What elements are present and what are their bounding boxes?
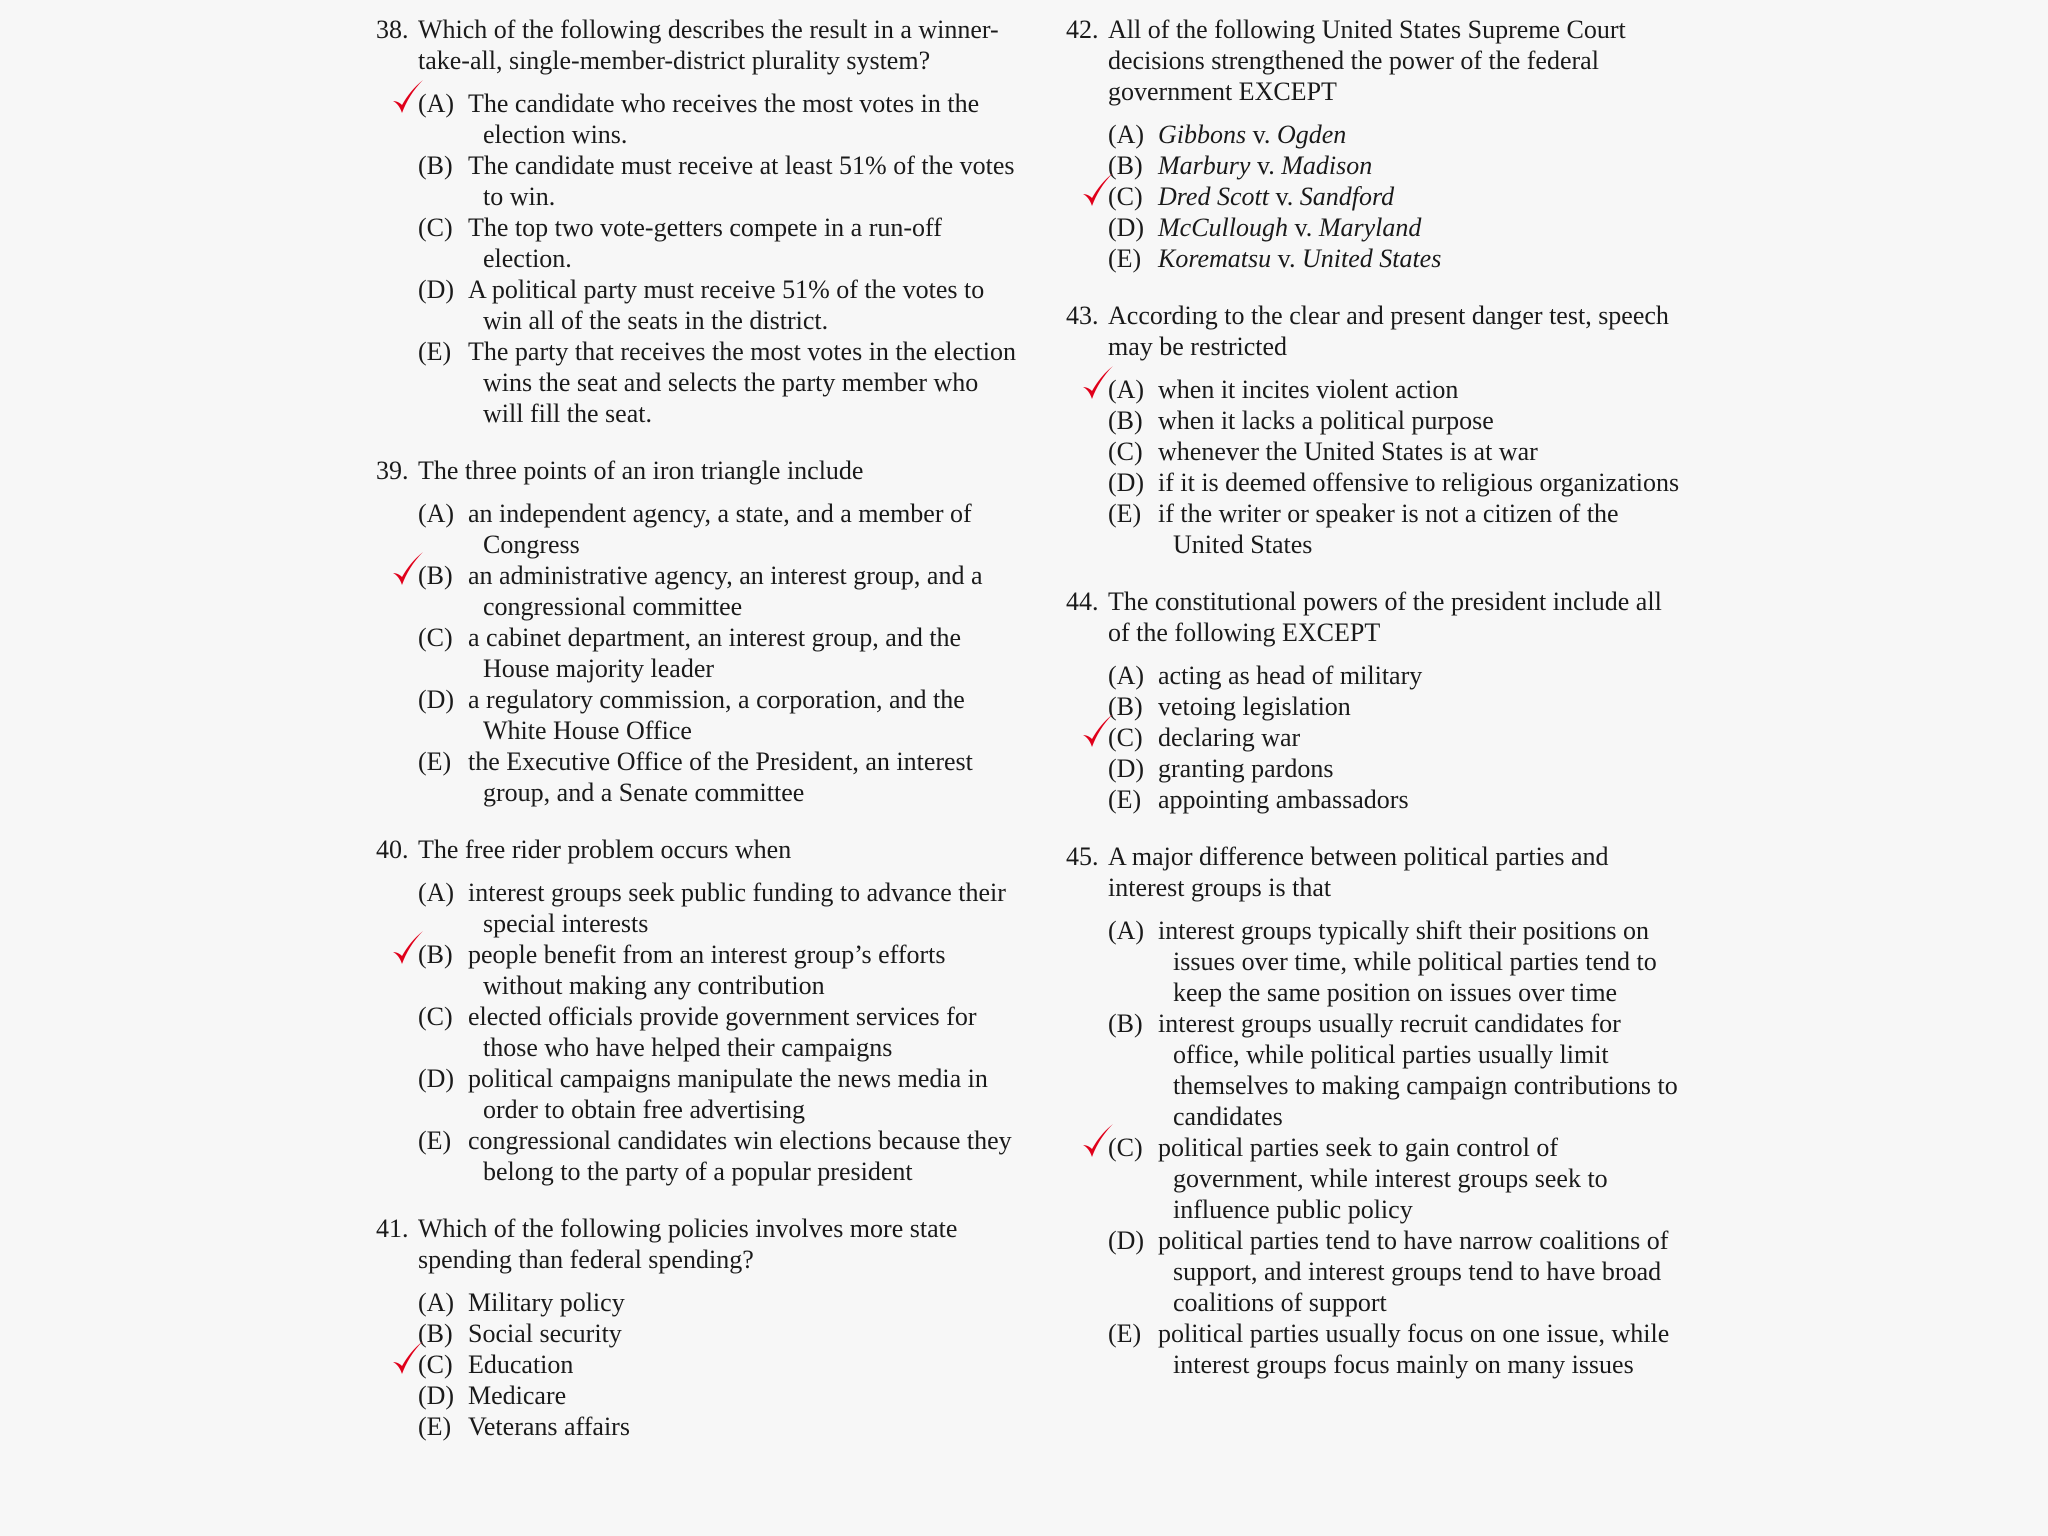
question-39	[376, 455, 1016, 808]
choice-text: vetoing legislation	[1158, 692, 1351, 721]
question-text: The free rider problem occurs when	[418, 835, 792, 864]
choice-text	[1158, 150, 1686, 181]
choice-45-e[interactable]	[1108, 1318, 1686, 1380]
choice-text: people benefit from an interest group’s efforts without making any contribution	[468, 940, 946, 1000]
choice-text: Veterans affairs	[468, 1412, 630, 1441]
choice-41-d[interactable]	[418, 1380, 1016, 1411]
question-stem	[376, 1213, 1016, 1275]
choice-text: declaring war	[1158, 723, 1301, 752]
choice-text	[1158, 181, 1686, 212]
answer-choices	[418, 1287, 1016, 1442]
check-mark-icon	[1080, 1122, 1116, 1162]
choice-letter: (E)	[418, 747, 452, 776]
choice-letter: (D)	[1108, 754, 1145, 783]
choice-text: political parties tend to have narrow coalitions of support, and interest groups tend to have broad coalitions of support	[1158, 1226, 1669, 1317]
case-party-1: Gibbons	[1158, 120, 1247, 149]
question-stem	[376, 455, 1016, 486]
choice-45-d[interactable]	[1108, 1225, 1686, 1318]
choice-text: political campaigns manipulate the news media in order to obtain free advertising	[468, 1064, 988, 1124]
choice-43-c[interactable]	[1108, 436, 1686, 467]
choice-41-b[interactable]	[418, 1318, 1016, 1349]
choice-letter: (B)	[1108, 151, 1143, 180]
choice-letter: (A)	[1108, 661, 1145, 690]
choice-text: if the writer or speaker is not a citizen of the United States	[1158, 499, 1619, 559]
choice-text: A political party must receive 51% of the votes to win all of the seats in the district.	[468, 275, 985, 335]
choice-text: an administrative agency, an interest group, and a congressional committee	[468, 561, 983, 621]
check-mark-icon	[1080, 171, 1116, 211]
choice-letter: (C)	[1108, 182, 1143, 211]
case-party-2: Sandford	[1299, 182, 1395, 211]
choice-letter: (A)	[418, 499, 455, 528]
question-number: 40.	[376, 835, 409, 864]
choice-text: interest groups usually recruit candidates for office, while political parties usually limit themselves to making campaign contributions to candidates	[1158, 1009, 1678, 1131]
choice-letter: (C)	[418, 1002, 453, 1031]
choice-letter: (B)	[418, 151, 453, 180]
answer-choices	[1108, 915, 1686, 1380]
choice-38-c[interactable]	[418, 212, 1016, 274]
choice-letter: (C)	[1108, 723, 1143, 752]
choice-39-d[interactable]	[418, 684, 1016, 746]
choice-44-a[interactable]	[1108, 660, 1686, 691]
check-mark-icon	[390, 550, 426, 590]
case-party-1: Korematsu	[1158, 244, 1272, 273]
question-text: Which of the following policies involves more state spending than federal spending?	[418, 1214, 958, 1274]
choice-letter: (B)	[1108, 1009, 1143, 1038]
question-43	[1066, 300, 1686, 560]
question-number: 39.	[376, 456, 409, 485]
choice-letter: (B)	[418, 561, 453, 590]
choice-text: political parties usually focus on one issue, while interest groups focus mainly on many issues	[1158, 1319, 1670, 1379]
right-column	[1066, 14, 1686, 1406]
choice-text: Medicare	[468, 1381, 567, 1410]
choice-text: congressional candidates win elections because they belong to the party of a popular president	[468, 1126, 1012, 1186]
choice-text: political parties seek to gain control of government, while interest groups seek to influence public policy	[1158, 1133, 1608, 1224]
case-party-2: Maryland	[1318, 213, 1422, 242]
choice-text: The party that receives the most votes in the election wins the seat and selects the party member who will fill the seat.	[468, 337, 1016, 428]
choice-letter: (C)	[418, 1350, 453, 1379]
choice-letter: (A)	[1108, 375, 1145, 404]
choice-44-c[interactable]	[1108, 722, 1686, 753]
choice-text: appointing ambassadors	[1158, 785, 1409, 814]
choice-letter: (A)	[1108, 120, 1145, 149]
choice-43-b[interactable]	[1108, 405, 1686, 436]
choice-40-c[interactable]	[418, 1001, 1016, 1063]
question-stem	[1066, 586, 1686, 648]
choice-40-b[interactable]	[418, 939, 1016, 1001]
choice-letter: (D)	[418, 685, 455, 714]
choice-text: elected officials provide government services for those who have helped their campaigns	[468, 1002, 977, 1062]
choice-44-e[interactable]	[1108, 784, 1686, 815]
question-45	[1066, 841, 1686, 1380]
choice-41-a[interactable]	[418, 1287, 1016, 1318]
answer-choices	[418, 498, 1016, 808]
choice-letter: (B)	[418, 940, 453, 969]
question-41	[376, 1213, 1016, 1442]
choice-text: a cabinet department, an interest group, and the House majority leader	[468, 623, 962, 683]
case-party-1: Marbury	[1158, 151, 1251, 180]
case-versus: v.	[1256, 151, 1275, 180]
case-versus: v.	[1277, 244, 1296, 273]
choice-40-d[interactable]	[418, 1063, 1016, 1125]
choice-39-e[interactable]	[418, 746, 1016, 808]
choice-text: interest groups seek public funding to advance their special interests	[468, 878, 1006, 938]
choice-text: if it is deemed offensive to religious organizations	[1158, 468, 1680, 497]
choice-text: when it lacks a political purpose	[1158, 406, 1494, 435]
choice-44-d[interactable]	[1108, 753, 1686, 784]
case-versus: v.	[1294, 213, 1313, 242]
case-party-1: Dred Scott	[1158, 182, 1269, 211]
question-44	[1066, 586, 1686, 815]
choice-text: Military policy	[468, 1288, 625, 1317]
choice-42-e[interactable]	[1108, 243, 1686, 274]
choice-43-e[interactable]	[1108, 498, 1686, 560]
answer-choices	[1108, 660, 1686, 815]
choice-letter: (C)	[1108, 437, 1143, 466]
choice-letter: (A)	[418, 89, 455, 118]
choice-letter: (D)	[1108, 468, 1145, 497]
choice-letter: (A)	[418, 1288, 455, 1317]
choice-42-b[interactable]	[1108, 150, 1686, 181]
choice-39-b[interactable]	[418, 560, 1016, 622]
question-number: 42.	[1066, 15, 1099, 44]
choice-letter: (C)	[418, 623, 453, 652]
choice-45-b[interactable]	[1108, 1008, 1686, 1132]
choice-41-c[interactable]	[418, 1349, 1016, 1380]
question-stem	[376, 14, 1016, 76]
question-number: 43.	[1066, 301, 1099, 330]
choice-38-b[interactable]	[418, 150, 1016, 212]
choice-40-e[interactable]	[418, 1125, 1016, 1187]
check-mark-icon	[390, 1339, 426, 1379]
choice-42-c[interactable]	[1108, 181, 1686, 212]
choice-text: when it incites violent action	[1158, 375, 1459, 404]
answer-choices	[418, 877, 1016, 1187]
choice-text: a regulatory commission, a corporation, and the White House Office	[468, 685, 965, 745]
answer-choices	[1108, 374, 1686, 560]
choice-text: the Executive Office of the President, an interest group, and a Senate committee	[468, 747, 973, 807]
case-party-2: United States	[1301, 244, 1442, 273]
case-versus: v.	[1275, 182, 1294, 211]
choice-letter: (A)	[1108, 916, 1145, 945]
choice-letter: (E)	[418, 1126, 452, 1155]
choice-40-a[interactable]	[418, 877, 1016, 939]
choice-letter: (B)	[1108, 406, 1143, 435]
question-40	[376, 834, 1016, 1187]
choice-text: The candidate who receives the most votes in the election wins.	[468, 89, 980, 149]
choice-41-e[interactable]	[418, 1411, 1016, 1442]
choice-44-b[interactable]	[1108, 691, 1686, 722]
check-mark-icon	[390, 929, 426, 969]
choice-text: The top two vote-getters compete in a run-off election.	[468, 213, 942, 273]
choice-letter: (E)	[418, 337, 452, 366]
choice-text	[1158, 243, 1686, 274]
choice-letter: (E)	[418, 1412, 452, 1441]
question-text: A major difference between political parties and interest groups is that	[1108, 842, 1609, 902]
choice-letter: (C)	[1108, 1133, 1143, 1162]
choice-42-d[interactable]	[1108, 212, 1686, 243]
choice-text: The candidate must receive at least 51% of the votes to win.	[468, 151, 1015, 211]
choice-43-a[interactable]	[1108, 374, 1686, 405]
question-text: According to the clear and present danger test, speech may be restricted	[1108, 301, 1669, 361]
choice-letter: (D)	[1108, 1226, 1145, 1255]
choice-letter: (A)	[418, 878, 455, 907]
choice-text	[1158, 119, 1686, 150]
question-stem	[1066, 300, 1686, 362]
choice-45-c[interactable]	[1108, 1132, 1686, 1225]
question-text: Which of the following describes the result in a winner-take-all, single-member-district plurality system?	[418, 15, 999, 75]
question-stem	[376, 834, 1016, 865]
check-mark-icon	[1080, 712, 1116, 752]
case-party-2: Madison	[1281, 151, 1373, 180]
choice-text: Education	[468, 1350, 574, 1379]
choice-letter: (E)	[1108, 785, 1142, 814]
choice-38-e[interactable]	[418, 336, 1016, 429]
choice-text: Social security	[468, 1319, 622, 1348]
question-number: 45.	[1066, 842, 1099, 871]
choice-39-a[interactable]	[418, 498, 1016, 560]
choice-letter: (E)	[1108, 499, 1142, 528]
choice-text: whenever the United States is at war	[1158, 437, 1538, 466]
question-text: All of the following United States Supreme Court decisions strengthened the power of the federal government EXCEPT	[1108, 15, 1626, 106]
check-mark-icon	[390, 78, 426, 118]
choice-letter: (C)	[418, 213, 453, 242]
choice-letter: (E)	[1108, 244, 1142, 273]
choice-letter: (D)	[418, 275, 455, 304]
choice-letter: (B)	[1108, 692, 1143, 721]
choice-letter: (B)	[418, 1319, 453, 1348]
question-stem	[1066, 14, 1686, 107]
choice-42-a[interactable]	[1108, 119, 1686, 150]
choice-43-d[interactable]	[1108, 467, 1686, 498]
left-column	[376, 14, 1016, 1468]
choice-letter: (E)	[1108, 1319, 1142, 1348]
case-versus: v.	[1252, 120, 1271, 149]
case-party-2: Ogden	[1276, 120, 1347, 149]
choice-text: interest groups typically shift their positions on issues over time, while political parties tend to keep the same position on issues over time	[1158, 916, 1657, 1007]
check-mark-icon	[1080, 364, 1116, 404]
question-number: 38.	[376, 15, 409, 44]
question-42	[1066, 14, 1686, 274]
question-number: 44.	[1066, 587, 1099, 616]
question-38	[376, 14, 1016, 429]
choice-38-d[interactable]	[418, 274, 1016, 336]
case-party-1: McCullough	[1158, 213, 1288, 242]
question-number: 41.	[376, 1214, 409, 1243]
choice-text: acting as head of military	[1158, 661, 1423, 690]
answer-choices	[1108, 119, 1686, 274]
choice-45-a[interactable]	[1108, 915, 1686, 1008]
question-text: The constitutional powers of the president include all of the following EXCEPT	[1108, 587, 1662, 647]
choice-letter: (D)	[1108, 213, 1145, 242]
answer-choices	[418, 88, 1016, 429]
question-stem	[1066, 841, 1686, 903]
choice-text	[1158, 212, 1686, 243]
choice-39-c[interactable]	[418, 622, 1016, 684]
question-text: The three points of an iron triangle include	[418, 456, 864, 485]
choice-text: an independent agency, a state, and a member of Congress	[468, 499, 972, 559]
choice-letter: (D)	[418, 1064, 455, 1093]
choice-38-a[interactable]	[418, 88, 1016, 150]
choice-text: granting pardons	[1158, 754, 1334, 783]
choice-letter: (D)	[418, 1381, 455, 1410]
